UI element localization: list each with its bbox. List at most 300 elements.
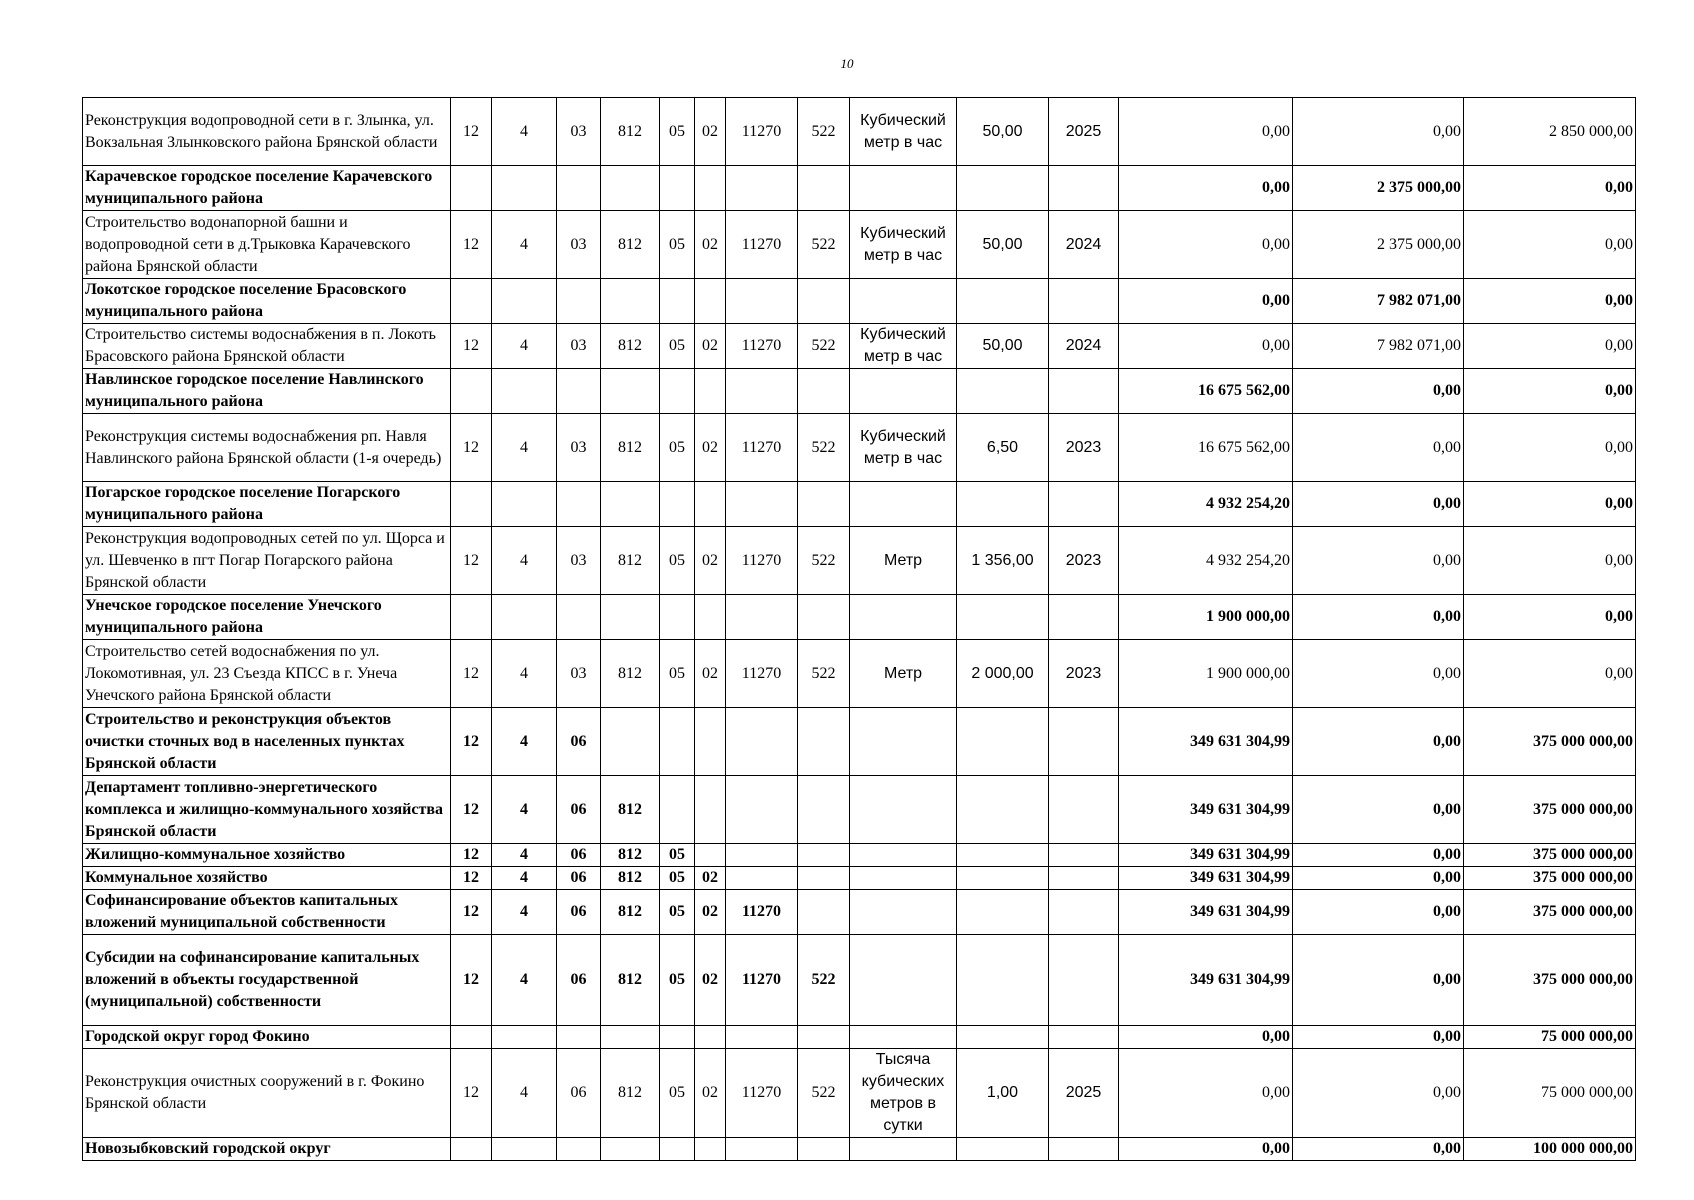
code-7-cell [726, 844, 798, 867]
code-5-cell [660, 279, 695, 324]
code-1-cell: 12 [451, 844, 492, 867]
unit-cell: Метр [850, 527, 957, 595]
code-1-cell: 12 [451, 867, 492, 890]
budget-table [82, 97, 1636, 1161]
value-1-cell: 349 631 304,99 [1119, 867, 1293, 890]
capacity-cell [957, 595, 1049, 640]
code-6-cell: 02 [695, 414, 726, 482]
code-1-cell: 12 [451, 414, 492, 482]
year-cell: 2024 [1049, 324, 1119, 369]
value-3-cell: 0,00 [1464, 369, 1636, 414]
value-3-cell: 2 850 000,00 [1464, 98, 1636, 166]
code-7-cell [726, 708, 798, 776]
code-6-cell [695, 166, 726, 211]
value-3-cell: 0,00 [1464, 482, 1636, 527]
value-1-cell: 1 900 000,00 [1119, 595, 1293, 640]
code-5-cell [660, 1026, 695, 1049]
capacity-cell [957, 867, 1049, 890]
code-8-cell [798, 844, 850, 867]
unit-cell [850, 482, 957, 527]
year-cell: 2023 [1049, 414, 1119, 482]
code-3-cell: 03 [557, 527, 601, 595]
code-5-cell [660, 1138, 695, 1161]
value-2-cell: 0,00 [1293, 98, 1464, 166]
year-cell [1049, 890, 1119, 935]
name-cell: Локотское городское поселение Брасовского муниципального района [83, 279, 451, 324]
code-3-cell: 03 [557, 414, 601, 482]
value-2-cell: 7 982 071,00 [1293, 324, 1464, 369]
code-2-cell [492, 595, 557, 640]
code-4-cell [601, 595, 660, 640]
code-3-cell: 06 [557, 867, 601, 890]
code-2-cell: 4 [492, 414, 557, 482]
code-4-cell: 812 [601, 211, 660, 279]
year-cell [1049, 1138, 1119, 1161]
code-8-cell: 522 [798, 414, 850, 482]
name-cell: Навлинское городское поселение Навлинского муниципального района [83, 369, 451, 414]
name-cell: Строительство и реконструкция объектов очистки сточных вод в населенных пунктах Брянской области [83, 708, 451, 776]
code-6-cell: 02 [695, 98, 726, 166]
unit-cell [850, 776, 957, 844]
value-1-cell: 0,00 [1119, 166, 1293, 211]
code-5-cell: 05 [660, 844, 695, 867]
value-2-cell: 0,00 [1293, 414, 1464, 482]
code-8-cell [798, 867, 850, 890]
code-7-cell: 11270 [726, 211, 798, 279]
value-1-cell: 1 900 000,00 [1119, 640, 1293, 708]
code-8-cell: 522 [798, 1049, 850, 1138]
code-3-cell: 06 [557, 708, 601, 776]
value-1-cell: 349 631 304,99 [1119, 890, 1293, 935]
name-cell: Реконструкция водопроводных сетей по ул. Щорса и ул. Шевченко в пгт Погар Погарского района Брянской области [83, 527, 451, 595]
code-7-cell: 11270 [726, 324, 798, 369]
code-7-cell [726, 1138, 798, 1161]
capacity-cell [957, 935, 1049, 1026]
year-cell: 2023 [1049, 640, 1119, 708]
year-cell: 2025 [1049, 98, 1119, 166]
year-cell [1049, 1026, 1119, 1049]
value-3-cell: 0,00 [1464, 595, 1636, 640]
capacity-cell: 2 000,00 [957, 640, 1049, 708]
code-8-cell: 522 [798, 527, 850, 595]
capacity-cell: 50,00 [957, 211, 1049, 279]
code-1-cell: 12 [451, 98, 492, 166]
unit-cell [850, 890, 957, 935]
value-2-cell: 0,00 [1293, 708, 1464, 776]
code-7-cell: 11270 [726, 98, 798, 166]
table-row [83, 482, 1636, 527]
value-1-cell: 0,00 [1119, 211, 1293, 279]
code-6-cell [695, 482, 726, 527]
code-5-cell [660, 595, 695, 640]
value-3-cell: 0,00 [1464, 211, 1636, 279]
code-4-cell: 812 [601, 527, 660, 595]
year-cell [1049, 867, 1119, 890]
code-8-cell [798, 279, 850, 324]
code-4-cell: 812 [601, 640, 660, 708]
code-4-cell [601, 482, 660, 527]
code-5-cell: 05 [660, 640, 695, 708]
table-body [83, 98, 1636, 1161]
code-3-cell: 06 [557, 935, 601, 1026]
code-1-cell: 12 [451, 324, 492, 369]
table-row [83, 595, 1636, 640]
code-5-cell [660, 369, 695, 414]
value-3-cell: 375 000 000,00 [1464, 708, 1636, 776]
year-cell [1049, 369, 1119, 414]
code-8-cell [798, 482, 850, 527]
unit-cell [850, 595, 957, 640]
value-1-cell: 0,00 [1119, 279, 1293, 324]
name-cell: Коммунальное хозяйство [83, 867, 451, 890]
code-2-cell: 4 [492, 776, 557, 844]
unit-cell [850, 166, 957, 211]
code-3-cell: 03 [557, 211, 601, 279]
value-2-cell: 2 375 000,00 [1293, 166, 1464, 211]
code-4-cell [601, 1026, 660, 1049]
code-2-cell [492, 1138, 557, 1161]
year-cell: 2023 [1049, 527, 1119, 595]
value-1-cell: 349 631 304,99 [1119, 776, 1293, 844]
value-3-cell: 0,00 [1464, 166, 1636, 211]
code-3-cell [557, 1138, 601, 1161]
value-1-cell: 16 675 562,00 [1119, 369, 1293, 414]
name-cell: Субсидии на софинансирование капитальных вложений в объекты государственной (муниципальной) собственности [83, 935, 451, 1026]
code-3-cell [557, 369, 601, 414]
capacity-cell: 1,00 [957, 1049, 1049, 1138]
code-4-cell: 812 [601, 844, 660, 867]
code-8-cell: 522 [798, 324, 850, 369]
code-5-cell: 05 [660, 935, 695, 1026]
code-2-cell: 4 [492, 935, 557, 1026]
unit-cell [850, 279, 957, 324]
code-3-cell: 03 [557, 98, 601, 166]
value-1-cell: 349 631 304,99 [1119, 844, 1293, 867]
code-4-cell: 812 [601, 414, 660, 482]
value-2-cell: 0,00 [1293, 1138, 1464, 1161]
code-1-cell: 12 [451, 640, 492, 708]
name-cell: Департамент топливно-энергетического комплекса и жилищно-коммунального хозяйства Брянской области [83, 776, 451, 844]
code-3-cell [557, 482, 601, 527]
capacity-cell [957, 890, 1049, 935]
code-8-cell: 522 [798, 935, 850, 1026]
unit-cell: Кубический метр в час [850, 414, 957, 482]
name-cell: Строительство водонапорной башни и водопроводной сети в д.Трыковка Карачевского района Брянской области [83, 211, 451, 279]
code-3-cell [557, 1026, 601, 1049]
value-1-cell: 0,00 [1119, 1049, 1293, 1138]
code-3-cell [557, 279, 601, 324]
code-2-cell [492, 279, 557, 324]
code-2-cell [492, 166, 557, 211]
code-5-cell [660, 776, 695, 844]
code-3-cell: 03 [557, 640, 601, 708]
table-row [83, 1138, 1636, 1161]
code-8-cell: 522 [798, 640, 850, 708]
value-1-cell: 0,00 [1119, 1138, 1293, 1161]
code-6-cell [695, 595, 726, 640]
name-cell: Жилищно-коммунальное хозяйство [83, 844, 451, 867]
code-8-cell: 522 [798, 98, 850, 166]
value-1-cell: 0,00 [1119, 98, 1293, 166]
code-6-cell [695, 369, 726, 414]
code-1-cell: 12 [451, 890, 492, 935]
table-row [83, 640, 1636, 708]
value-1-cell: 349 631 304,99 [1119, 935, 1293, 1026]
code-6-cell: 02 [695, 640, 726, 708]
name-cell: Карачевское городское поселение Карачевского муниципального района [83, 166, 451, 211]
code-5-cell: 05 [660, 867, 695, 890]
code-8-cell [798, 166, 850, 211]
code-6-cell: 02 [695, 890, 726, 935]
code-4-cell: 812 [601, 776, 660, 844]
code-6-cell [695, 708, 726, 776]
code-3-cell: 06 [557, 1049, 601, 1138]
code-2-cell: 4 [492, 890, 557, 935]
code-8-cell [798, 1138, 850, 1161]
unit-cell [850, 1138, 957, 1161]
value-2-cell: 0,00 [1293, 595, 1464, 640]
table-row [83, 98, 1636, 166]
code-3-cell [557, 166, 601, 211]
table-row [83, 369, 1636, 414]
table-row [83, 708, 1636, 776]
code-8-cell: 522 [798, 211, 850, 279]
unit-cell [850, 844, 957, 867]
name-cell: Строительство сетей водоснабжения по ул. Локомотивная, ул. 23 Съезда КПСС в г. Унеча Унечского района Брянской области [83, 640, 451, 708]
code-1-cell [451, 595, 492, 640]
code-7-cell: 11270 [726, 1049, 798, 1138]
value-3-cell: 100 000 000,00 [1464, 1138, 1636, 1161]
year-cell: 2025 [1049, 1049, 1119, 1138]
value-2-cell: 0,00 [1293, 369, 1464, 414]
value-1-cell: 16 675 562,00 [1119, 414, 1293, 482]
code-1-cell [451, 369, 492, 414]
capacity-cell [957, 708, 1049, 776]
code-1-cell [451, 1138, 492, 1161]
code-7-cell [726, 369, 798, 414]
code-1-cell [451, 279, 492, 324]
capacity-cell [957, 482, 1049, 527]
code-1-cell: 12 [451, 1049, 492, 1138]
value-1-cell: 4 932 254,20 [1119, 527, 1293, 595]
name-cell: Софинансирование объектов капитальных вложений муниципальной собственности [83, 890, 451, 935]
year-cell [1049, 708, 1119, 776]
code-2-cell: 4 [492, 640, 557, 708]
value-3-cell: 375 000 000,00 [1464, 844, 1636, 867]
code-5-cell: 05 [660, 211, 695, 279]
value-3-cell: 0,00 [1464, 324, 1636, 369]
code-6-cell: 02 [695, 527, 726, 595]
code-4-cell: 812 [601, 98, 660, 166]
value-2-cell: 0,00 [1293, 776, 1464, 844]
code-5-cell [660, 166, 695, 211]
code-6-cell: 02 [695, 935, 726, 1026]
value-3-cell: 0,00 [1464, 279, 1636, 324]
code-2-cell: 4 [492, 527, 557, 595]
code-5-cell [660, 482, 695, 527]
code-5-cell: 05 [660, 527, 695, 595]
unit-cell: Тысяча кубических метров в сутки [850, 1049, 957, 1138]
capacity-cell [957, 776, 1049, 844]
table-row [83, 324, 1636, 369]
table-row [83, 935, 1636, 1026]
table-row [83, 1049, 1636, 1138]
value-3-cell: 0,00 [1464, 527, 1636, 595]
code-5-cell: 05 [660, 324, 695, 369]
unit-cell: Метр [850, 640, 957, 708]
value-3-cell: 375 000 000,00 [1464, 867, 1636, 890]
capacity-cell [957, 279, 1049, 324]
value-2-cell: 0,00 [1293, 844, 1464, 867]
name-cell: Новозыбковский городской округ [83, 1138, 451, 1161]
capacity-cell [957, 844, 1049, 867]
value-1-cell: 0,00 [1119, 324, 1293, 369]
name-cell: Строительство системы водоснабжения в п. Локоть Брасовского района Брянской области [83, 324, 451, 369]
code-5-cell: 05 [660, 890, 695, 935]
name-cell: Погарское городское поселение Погарского муниципального района [83, 482, 451, 527]
year-cell [1049, 844, 1119, 867]
value-2-cell: 0,00 [1293, 482, 1464, 527]
unit-cell [850, 708, 957, 776]
code-7-cell [726, 1026, 798, 1049]
code-4-cell [601, 279, 660, 324]
code-4-cell [601, 1138, 660, 1161]
code-2-cell [492, 482, 557, 527]
capacity-cell [957, 369, 1049, 414]
code-5-cell: 05 [660, 1049, 695, 1138]
code-3-cell [557, 595, 601, 640]
table-row [83, 414, 1636, 482]
value-2-cell: 0,00 [1293, 1049, 1464, 1138]
value-2-cell: 0,00 [1293, 1026, 1464, 1049]
code-6-cell [695, 279, 726, 324]
code-6-cell [695, 1138, 726, 1161]
code-8-cell [798, 369, 850, 414]
code-1-cell: 12 [451, 211, 492, 279]
code-8-cell [798, 595, 850, 640]
table-row [83, 1026, 1636, 1049]
value-3-cell: 75 000 000,00 [1464, 1026, 1636, 1049]
value-2-cell: 2 375 000,00 [1293, 211, 1464, 279]
code-1-cell [451, 482, 492, 527]
page-number: 10 [840, 56, 854, 71]
year-cell [1049, 935, 1119, 1026]
code-3-cell: 06 [557, 890, 601, 935]
value-1-cell: 349 631 304,99 [1119, 708, 1293, 776]
code-8-cell [798, 1026, 850, 1049]
code-7-cell: 11270 [726, 935, 798, 1026]
capacity-cell: 50,00 [957, 98, 1049, 166]
code-4-cell: 812 [601, 1049, 660, 1138]
value-3-cell: 375 000 000,00 [1464, 776, 1636, 844]
table-row [83, 867, 1636, 890]
code-2-cell: 4 [492, 324, 557, 369]
table-row [83, 279, 1636, 324]
unit-cell: Кубический метр в час [850, 324, 957, 369]
code-1-cell: 12 [451, 708, 492, 776]
value-3-cell: 75 000 000,00 [1464, 1049, 1636, 1138]
code-1-cell: 12 [451, 935, 492, 1026]
name-cell: Реконструкция системы водоснабжения рп. Навля Навлинского района Брянской области (1-я очередь) [83, 414, 451, 482]
code-7-cell [726, 279, 798, 324]
code-7-cell [726, 482, 798, 527]
code-3-cell: 06 [557, 844, 601, 867]
value-1-cell: 0,00 [1119, 1026, 1293, 1049]
value-3-cell: 375 000 000,00 [1464, 890, 1636, 935]
table-row [83, 166, 1636, 211]
unit-cell [850, 935, 957, 1026]
code-1-cell: 12 [451, 527, 492, 595]
code-1-cell [451, 1026, 492, 1049]
code-2-cell: 4 [492, 867, 557, 890]
code-8-cell [798, 776, 850, 844]
code-1-cell [451, 166, 492, 211]
code-7-cell: 11270 [726, 890, 798, 935]
capacity-cell [957, 1026, 1049, 1049]
code-6-cell: 02 [695, 867, 726, 890]
code-2-cell: 4 [492, 211, 557, 279]
value-2-cell: 7 982 071,00 [1293, 279, 1464, 324]
code-7-cell: 11270 [726, 640, 798, 708]
value-1-cell: 4 932 254,20 [1119, 482, 1293, 527]
value-2-cell: 0,00 [1293, 935, 1464, 1026]
name-cell: Унечское городское поселение Унечского муниципального района [83, 595, 451, 640]
code-6-cell: 02 [695, 211, 726, 279]
value-3-cell: 0,00 [1464, 414, 1636, 482]
capacity-cell [957, 1138, 1049, 1161]
code-7-cell [726, 776, 798, 844]
code-6-cell [695, 1026, 726, 1049]
value-3-cell: 375 000 000,00 [1464, 935, 1636, 1026]
unit-cell: Кубический метр в час [850, 98, 957, 166]
code-6-cell [695, 776, 726, 844]
year-cell [1049, 776, 1119, 844]
capacity-cell: 50,00 [957, 324, 1049, 369]
code-7-cell [726, 867, 798, 890]
table-row [83, 527, 1636, 595]
code-5-cell: 05 [660, 414, 695, 482]
code-5-cell [660, 708, 695, 776]
value-2-cell: 0,00 [1293, 527, 1464, 595]
code-4-cell: 812 [601, 890, 660, 935]
name-cell: Городской округ город Фокино [83, 1026, 451, 1049]
code-4-cell [601, 166, 660, 211]
code-4-cell [601, 708, 660, 776]
code-7-cell [726, 166, 798, 211]
code-6-cell: 02 [695, 324, 726, 369]
code-6-cell: 02 [695, 1049, 726, 1138]
code-2-cell [492, 369, 557, 414]
code-4-cell: 812 [601, 935, 660, 1026]
code-2-cell: 4 [492, 98, 557, 166]
capacity-cell: 6,50 [957, 414, 1049, 482]
code-3-cell: 03 [557, 324, 601, 369]
code-2-cell [492, 1026, 557, 1049]
code-8-cell [798, 708, 850, 776]
table-row [83, 890, 1636, 935]
year-cell [1049, 595, 1119, 640]
code-4-cell: 812 [601, 867, 660, 890]
code-4-cell: 812 [601, 324, 660, 369]
code-5-cell: 05 [660, 98, 695, 166]
capacity-cell [957, 166, 1049, 211]
value-3-cell: 0,00 [1464, 640, 1636, 708]
capacity-cell: 1 356,00 [957, 527, 1049, 595]
code-6-cell [695, 844, 726, 867]
value-2-cell: 0,00 [1293, 640, 1464, 708]
code-4-cell [601, 369, 660, 414]
code-1-cell: 12 [451, 776, 492, 844]
